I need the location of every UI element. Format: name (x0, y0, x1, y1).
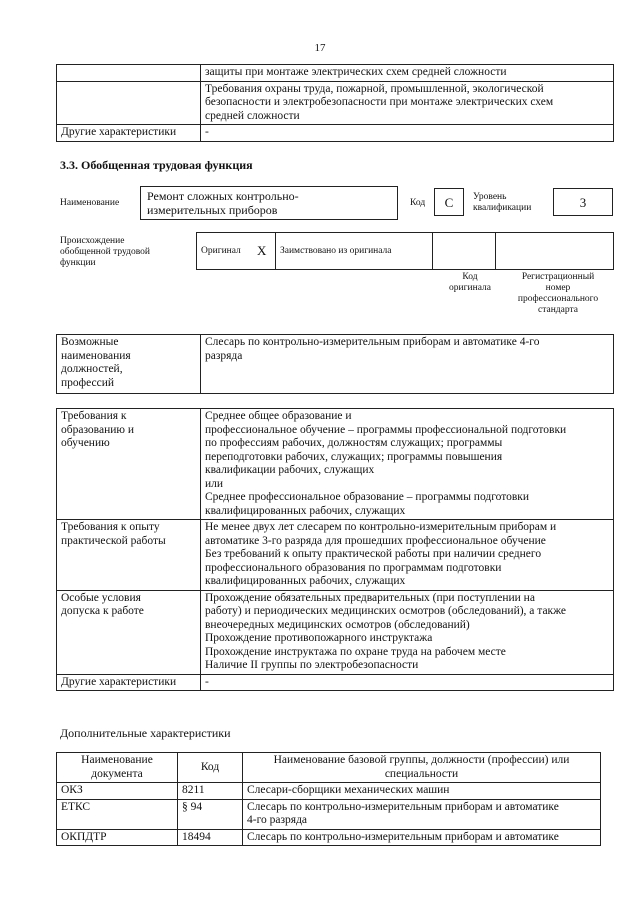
borrowed-label: Заимствовано из оригинала (276, 233, 433, 270)
name-value-box (140, 186, 398, 220)
requirement-value: Среднее общее образование и профессиональное обучение – программы профессиональной подготовки по профессиям рабочих, должностям служащих; программы переподготовки рабочих, служащих; программы повышения квалификации рабочих, служащих или Среднее профессиональное образование – программы подготовки квалифицированных рабочих, служащих (201, 409, 614, 520)
reg-number-cell (496, 233, 614, 270)
requirement-row-education (57, 409, 614, 520)
header-document: Наименование документа (57, 753, 178, 783)
original-mark: X (253, 233, 276, 270)
row-name: Слесари-сборщики механических машин (243, 783, 601, 800)
requirement-row-other (57, 674, 614, 691)
top-row1-text: защиты при монтаже электрических схем средней сложности (201, 65, 614, 82)
origin-label: Происхождение обобщенной трудовой функции (60, 236, 150, 268)
top-table (56, 64, 614, 142)
requirement-value: Прохождение обязательных предварительных (при поступлении на работу) и периодических медицинских осмотров (обследований), а также внеочередных медицинских осмотров (обследований) Прохождение противопожарного инструктажа Прохождение инструктажа по охране труда на рабочем месте Наличие II группы по электробезопасности (201, 590, 614, 674)
table-row (57, 783, 601, 800)
requirement-label: Требования к опыту практической работы (57, 520, 201, 591)
row-doc: ОКЗ (57, 783, 178, 800)
row-doc: ОКПДТР (57, 829, 178, 846)
requirements-table (56, 408, 614, 691)
level-label: Уровень квалификации (473, 192, 532, 213)
origin-table (196, 232, 614, 270)
positions-label: Возможные наименования должностей, профессий (57, 335, 201, 394)
name-value-line: измерительных приборов (147, 203, 278, 217)
top-row3-value: - (201, 125, 614, 142)
requirement-row-special-conditions (57, 590, 614, 674)
reg-number-caption: Регистрационный номер профессионального стандарта (517, 272, 599, 315)
row-name: Слесарь по контрольно-измерительным приборам и автоматике (243, 829, 601, 846)
row-doc: ЕТКС (57, 799, 178, 829)
original-label: Оригинал (197, 233, 254, 270)
requirement-label: Требования к образованию и обучению (57, 409, 201, 520)
top-row2-text: Требования охраны труда, пожарной, промышленной, экологической безопасности и электробезопасности при монтаже электрических схем средней сложности (201, 81, 614, 125)
requirement-label: Другие характеристики (57, 674, 201, 691)
top-table-empty-cell (57, 65, 201, 82)
requirement-row-experience (57, 520, 614, 591)
top-table-empty-cell-2 (57, 81, 201, 125)
header-name: Наименование базовой группы, должности (профессии) или специальности (243, 753, 601, 783)
page-number: 17 (314, 42, 326, 54)
row-code: 8211 (178, 783, 243, 800)
code-label: Код (410, 198, 426, 208)
requirement-label: Особые условия допуска к работе (57, 590, 201, 674)
row-code: § 94 (178, 799, 243, 829)
table-row (57, 799, 601, 829)
additional-table (56, 752, 601, 846)
code-value: C (434, 188, 464, 216)
row-name: Слесарь по контрольно-измерительным приборам и автоматике 4-го разряда (243, 799, 601, 829)
positions-value: Слесарь по контрольно-измерительным приборам и автоматике 4-го разряда (201, 335, 614, 394)
code-original-caption: Код оригинала (449, 272, 491, 293)
requirement-value: Не менее двух лет слесарем по контрольно-измерительным приборам и автоматике 3-го разряда для прошедших профессиональное обучение Без требований к опыту практической работы при наличии среднего профессионального образования по программам подготовки квалифицированных рабочих, служащих (201, 520, 614, 591)
level-value: 3 (553, 188, 613, 216)
name-label: Наименование (60, 198, 120, 208)
requirement-value: - (201, 674, 614, 691)
table-row (57, 829, 601, 846)
name-value-line: Ремонт сложных контрольно- (147, 189, 299, 203)
positions-table (56, 334, 614, 394)
original-code-cell (433, 233, 496, 270)
additional-header-row (57, 753, 601, 783)
additional-title: Дополнительные характеристики (60, 726, 231, 740)
header-code: Код (178, 753, 243, 783)
section-title: 3.3. Обобщенная трудовая функция (60, 158, 253, 172)
row-code: 18494 (178, 829, 243, 846)
top-row3-label: Другие характеристики (57, 125, 201, 142)
